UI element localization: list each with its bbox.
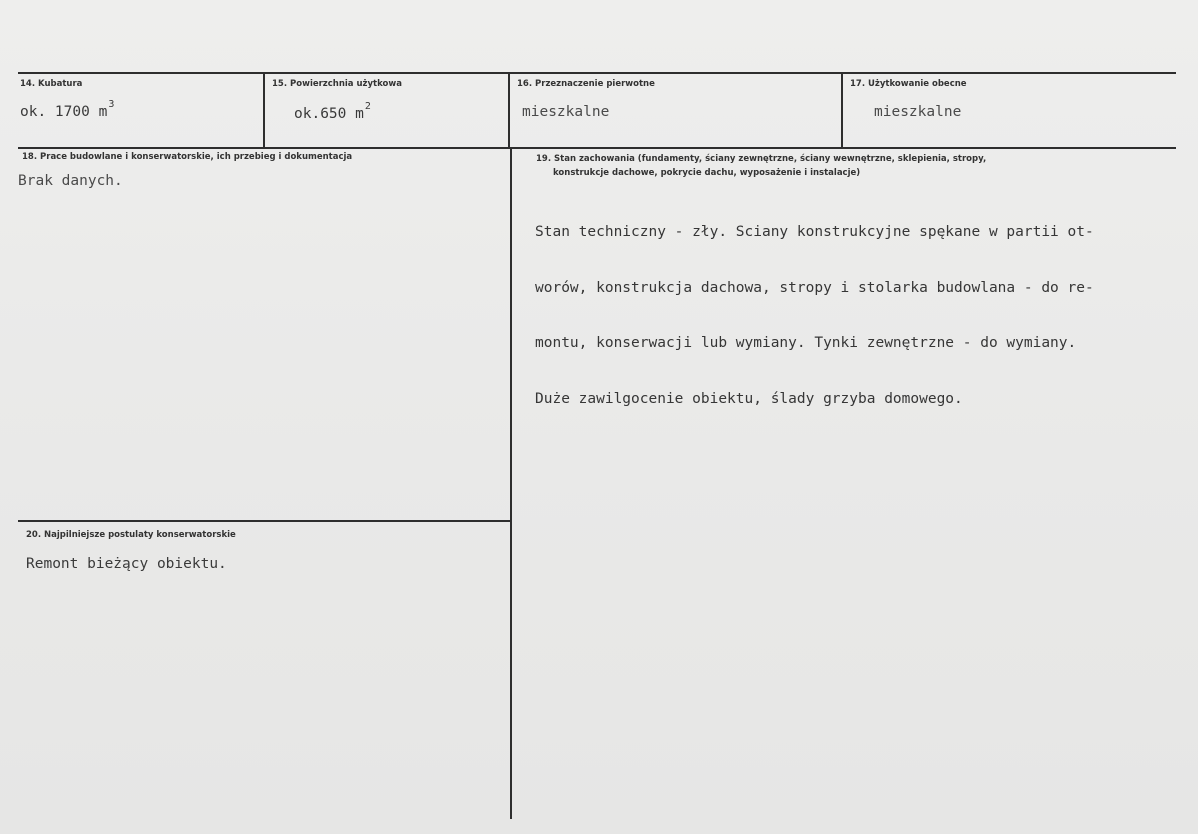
top-rule <box>18 72 1176 74</box>
field-14-value <box>20 99 115 120</box>
field-16-label: 16. Przeznaczenie pierwotne <box>517 79 655 89</box>
row-divider <box>18 147 1176 149</box>
field-14-unit-exponent: 3 <box>108 99 115 110</box>
field-19-line: worów, konstrukcja dachowa, stropy i stolarka budowlana - do re- <box>535 279 1094 296</box>
field-18-label: 18. Prace budowlane i konserwatorskie, ich przebieg i dokumentacja <box>22 152 353 162</box>
field-19-line: montu, konserwacji lub wymiany. Tynki zewnętrzne - do wymiany. <box>535 335 1077 351</box>
field-15-unit-exponent: 2 <box>364 101 371 112</box>
field-18-value: Brak danych. <box>18 173 123 189</box>
field-15-value <box>294 101 371 122</box>
field-15-label: 15. Powierzchnia użytkowa <box>272 79 402 89</box>
field-17-label: 17. Użytkowanie obecne <box>850 79 967 89</box>
main-col-divider <box>510 147 512 819</box>
field-19-line: Stan techniczny - zły. Sciany konstrukcyjne spękane w partii ot- <box>535 224 1094 240</box>
col-divider-3 <box>841 73 843 148</box>
field-19-label-line2: konstrukcje dachowe, pokrycie dachu, wyposażenie i instalacje) <box>553 168 861 178</box>
col-divider-2 <box>508 73 510 148</box>
field-20-value: Remont bieżący obiektu. <box>26 556 227 572</box>
field-17-value: mieszkalne <box>874 104 962 120</box>
col-divider-1 <box>263 73 265 148</box>
field-19-label-line1: 19. Stan zachowania (fundamenty, ściany zewnętrzne, ściany wewnętrzne, sklepienia, stropy, <box>536 154 987 164</box>
field-14-label: 14. Kubatura <box>20 79 83 89</box>
left-section-divider <box>18 520 511 522</box>
field-20-label: 20. Najpilniejsze postulaty konserwatorskie <box>26 530 236 540</box>
field-19-text <box>535 186 1094 445</box>
field-16-value: mieszkalne <box>522 104 610 120</box>
field-19-line: Duże zawilgocenie obiektu, ślady grzyba domowego. <box>535 390 963 407</box>
field-15-value-text: ok.650 m <box>294 105 364 122</box>
field-14-value-text: ok. 1700 m <box>20 103 108 120</box>
